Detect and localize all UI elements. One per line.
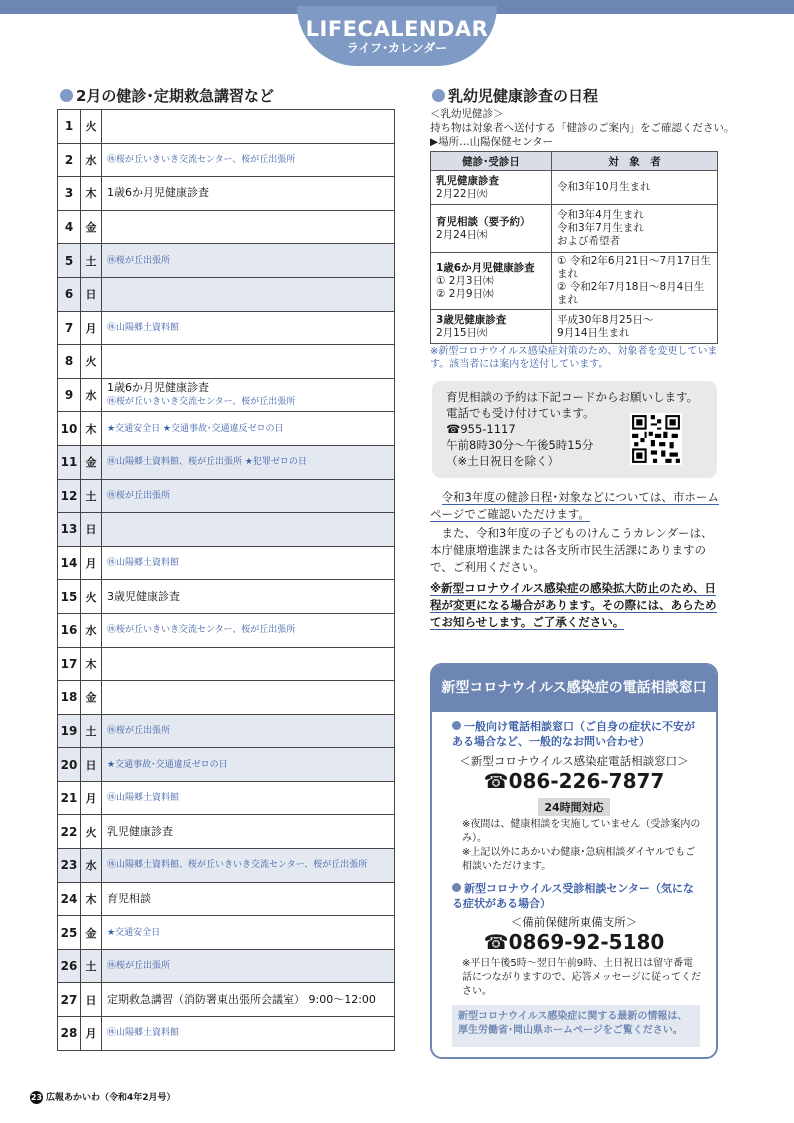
schedule-row <box>431 253 718 310</box>
event-text: ㊡桜が丘出張所 <box>107 255 171 266</box>
col-header-date: 健診･受診日 <box>431 152 552 171</box>
event-text: ㊡桜が丘出張所 <box>107 490 171 501</box>
day-number: 1 <box>58 110 81 143</box>
day-events <box>102 715 394 748</box>
weekday: 日 <box>81 278 102 311</box>
weekday: 水 <box>81 614 102 647</box>
cell-line: ① 令和2年6月21日～7月17日生まれ <box>557 255 712 280</box>
calendar-row <box>57 1017 395 1051</box>
day-events <box>102 345 394 378</box>
calendar-row <box>57 480 395 514</box>
calendar-row <box>57 950 395 984</box>
day-events <box>102 1017 394 1050</box>
cell-line: 9月14日生まれ <box>557 326 630 339</box>
weekday: 水 <box>81 379 102 412</box>
day-number: 14 <box>58 547 81 580</box>
event-text: 1歳6か月児健康診査 <box>107 186 209 200</box>
day-number: 19 <box>58 715 81 748</box>
tag-wrap <box>432 796 716 816</box>
weekday: 月 <box>81 1017 102 1050</box>
cell-line: 3歳児健康診査 <box>436 313 507 326</box>
event-text: ㊡山陽郷土資料館、桜が丘いきいき交流センター、桜が丘出張所 <box>107 860 368 871</box>
schedule-row <box>431 310 718 344</box>
event-text: 乳児健康診査 <box>107 824 173 838</box>
calendar-row <box>57 681 395 715</box>
latest-info-panel: 新型コロナウイルス感染症に関する最新の情報は、厚生労働省･岡山県ホームページをご覧ください。 <box>452 1005 700 1047</box>
day-events <box>102 815 394 848</box>
event-text: ★交通安全日 ★交通事故･交通違反ゼロの日 <box>107 423 284 434</box>
website-paragraph: 令和3年度の健診日程･対象などについては、市ホームページでご確認いただけます。 <box>430 490 719 521</box>
cell-line: 2月24日㈭ <box>436 228 488 241</box>
day-number: 26 <box>58 950 81 983</box>
infant-instructions: 持ち物は対象者へ送付する「健診のご案内」をご確認ください。 <box>430 122 735 134</box>
calendar-row <box>57 648 395 682</box>
day-events <box>102 446 394 479</box>
bullet-icon <box>452 721 461 730</box>
general-consult-bullet: 一般向け電話相談窓口（ご自身の症状に不安がある場合など、一般的なお問い合わせ） <box>452 720 695 748</box>
day-events <box>102 580 394 613</box>
checkup-date-cell <box>431 310 552 344</box>
day-number: 23 <box>58 849 81 882</box>
day-events <box>102 177 394 210</box>
weekday: 日 <box>81 513 102 546</box>
weekday: 金 <box>81 916 102 949</box>
calendar-row <box>57 177 395 211</box>
consult-center-name: ＜新型コロナウイルス感染症電話相談窓口＞ <box>459 754 689 768</box>
day-events <box>102 547 394 580</box>
weekday: 水 <box>81 849 102 882</box>
cell-line: 2月22日㈫ <box>436 187 488 200</box>
cell-line: 令和3年4月生まれ <box>557 209 644 221</box>
consult-line: 電話でも受け付けています。 <box>446 406 595 420</box>
weekday: 土 <box>81 715 102 748</box>
event-text: ★交通事故･交通違反ゼロの日 <box>107 759 228 770</box>
day-events <box>102 144 394 177</box>
day-number: 6 <box>58 278 81 311</box>
event-text: ㊡桜が丘出張所 <box>107 725 171 736</box>
page-number: 23 <box>30 1093 43 1102</box>
day-number: 5 <box>58 244 81 277</box>
day-number: 13 <box>58 513 81 546</box>
schedule-change-notice: ※新型コロナウイルス感染症の感染拡大防止のため、日程が変更になる場合があります。その際には、あらためてお知らせします。ご了承ください。 <box>430 581 717 629</box>
day-number: 8 <box>58 345 81 378</box>
day-events <box>102 883 394 916</box>
weekday: 土 <box>81 950 102 983</box>
weekday: 月 <box>81 312 102 345</box>
day-number: 2 <box>58 144 81 177</box>
calendar-row <box>57 211 395 245</box>
weekday: 金 <box>81 681 102 714</box>
bullet-icon <box>60 89 73 102</box>
day-number: 16 <box>58 614 81 647</box>
infant-location: ▶場所…山陽保健センター <box>430 136 554 148</box>
calendar-row <box>57 144 395 178</box>
day-number: 10 <box>58 412 81 445</box>
calendar-availability-paragraph: また、令和3年度の子どものけんこうカレンダーは、本庁健康増進課または各支所市民生活課にありますので、ご利用ください。 <box>430 526 713 574</box>
cell-line: 2月15日㈫ <box>436 326 488 339</box>
day-events <box>102 648 394 681</box>
day-events <box>102 278 394 311</box>
cell-line: 育児相談（要予約） <box>436 215 531 228</box>
consult-hours: 午前8時30分～午後5時15分 <box>446 438 594 452</box>
day-number: 28 <box>58 1017 81 1050</box>
calendar-row <box>57 345 395 379</box>
calendar-row <box>57 312 395 346</box>
schedule-row <box>431 205 718 253</box>
event-text: ㊡桜が丘出張所 <box>107 961 171 972</box>
cell-line: 乳児健康診査 <box>436 174 499 187</box>
day-events <box>102 211 394 244</box>
calendar-row <box>57 547 395 581</box>
after-hours-note: ※平日午後5時～翌日午前9時、土日祝日は留守番電話につながりますので、応答メッセージに従ってください。 <box>462 958 701 997</box>
qr-code-icon[interactable] <box>630 413 682 465</box>
infant-sub-heading: ＜乳幼児健診＞ <box>430 108 504 120</box>
day-events <box>102 614 394 647</box>
cell-line: および希望者 <box>557 235 620 247</box>
event-text: ㊡山陽郷土資料館 <box>107 1028 180 1039</box>
weekday: 月 <box>81 782 102 815</box>
weekday: 金 <box>81 446 102 479</box>
day-events <box>102 312 394 345</box>
event-text: ㊡桜が丘いきいき交流センター、桜が丘出張所 <box>107 397 296 408</box>
checkup-date-cell <box>431 205 552 253</box>
day-number: 21 <box>58 782 81 815</box>
weekday: 木 <box>81 412 102 445</box>
bullet-icon <box>452 883 461 892</box>
infant-checkup-heading: 乳幼児健康診査の日程 <box>432 85 598 106</box>
event-text: ㊡山陽郷土資料館 <box>107 793 180 804</box>
covid-phone-number[interactable]: ☎086-226-7877 <box>483 769 665 793</box>
day-number: 27 <box>58 983 81 1016</box>
event-text: 育児相談 <box>107 891 151 905</box>
calendar-row <box>57 446 395 480</box>
event-text: ㊡山陽郷土資料館 <box>107 558 180 569</box>
banner-subtitle: ライフ･カレンダー <box>346 41 448 55</box>
target-cell <box>552 310 718 344</box>
calendar-row <box>57 278 395 312</box>
day-events <box>102 379 394 412</box>
banner-title: LIFECALENDAR <box>305 17 489 41</box>
day-events <box>102 110 394 143</box>
day-number: 20 <box>58 748 81 781</box>
day-number: 7 <box>58 312 81 345</box>
day-events <box>102 412 394 445</box>
weekday: 火 <box>81 110 102 143</box>
event-text: 1歳6か月児健康診査 <box>107 381 209 395</box>
calendar-row <box>57 244 395 278</box>
weekday: 日 <box>81 983 102 1016</box>
day-events <box>102 748 394 781</box>
weekday: 木 <box>81 883 102 916</box>
day-events <box>102 983 394 1016</box>
calendar-row <box>57 715 395 749</box>
day-number: 3 <box>58 177 81 210</box>
calendar-row <box>57 748 395 782</box>
day-events <box>102 782 394 815</box>
calendar-row <box>57 782 395 816</box>
cell-line: ② 令和2年7月18日～8月4日生まれ <box>557 281 705 306</box>
weekday: 日 <box>81 748 102 781</box>
weekday: 火 <box>81 815 102 848</box>
consult-box <box>432 381 717 478</box>
covid-box-title: 新型コロナウイルス感染症の電話相談窓口 <box>432 665 716 712</box>
weekday: 土 <box>81 244 102 277</box>
day-events <box>102 916 394 949</box>
publication-name: 広報あかいわ（令和4年2月号） <box>46 1093 176 1103</box>
alt-dial-note: ※上記以外にあかいわ健康･急病相談ダイヤルでもご相談いただけます。 <box>462 847 696 872</box>
calendar-row <box>57 379 395 413</box>
infant-schedule-table <box>430 151 718 344</box>
consult-phone: ☎955-1117 <box>446 422 516 436</box>
calendar-heading: 2月の健診･定期救急講習など <box>60 85 274 106</box>
weekday: 木 <box>81 648 102 681</box>
day-number: 17 <box>58 648 81 681</box>
page-footer <box>30 1090 176 1104</box>
day-number: 9 <box>58 379 81 412</box>
consult-exception: （※土日祝日を除く） <box>446 454 560 468</box>
weekday: 月 <box>81 547 102 580</box>
day-events <box>102 849 394 882</box>
life-calendar-banner <box>297 6 497 66</box>
calendar-row <box>57 580 395 614</box>
calendar-row <box>57 614 395 648</box>
cell-line: ② 2月9日㈬ <box>436 287 494 300</box>
event-text: ㊡桜が丘いきいき交流センター、桜が丘出張所 <box>107 154 296 165</box>
cell-line: 平成30年8月25日～ <box>557 313 654 326</box>
health-center-phone[interactable]: ☎0869-92-5180 <box>483 930 665 954</box>
target-cell <box>552 205 718 253</box>
health-center-name: ＜備前保健所東備支所＞ <box>510 915 638 929</box>
24h-badge: 24時間対応 <box>538 798 609 816</box>
weekday: 土 <box>81 480 102 513</box>
weekday: 金 <box>81 211 102 244</box>
consult-line: 育児相談の予約は下記コードからお願いします。 <box>446 390 699 404</box>
event-text: 定期救急講習（消防署東出張所会議室） 9:00～12:00 <box>107 992 376 1006</box>
cell-line: ① 2月3日㈭ <box>436 274 494 287</box>
checkup-date-cell <box>431 253 552 310</box>
cell-line: 令和3年10月生まれ <box>557 181 651 193</box>
calendar-row <box>57 110 395 144</box>
event-text: ㊡山陽郷土資料館、桜が丘出張所 ★犯罪ゼロの日 <box>107 457 307 468</box>
col-header-target: 対 象 者 <box>552 152 718 171</box>
event-text: 3歳児健康診査 <box>107 589 180 603</box>
target-cell <box>552 253 718 310</box>
clinic-consult-bullet: 新型コロナウイルス受診相談センター（気になる症状がある場合） <box>452 882 694 910</box>
covid-consultation-box <box>430 663 718 1059</box>
calendar-row <box>57 412 395 446</box>
calendar-row <box>57 815 395 849</box>
target-cell <box>552 171 718 205</box>
bullet-icon <box>432 89 445 102</box>
schedule-row <box>431 171 718 205</box>
weekday: 木 <box>81 177 102 210</box>
calendar-row <box>57 513 395 547</box>
day-number: 24 <box>58 883 81 916</box>
covid-target-note: ※新型コロナウイルス感染症対策のため、対象者を変更しています。該当者には案内を送付しています。 <box>430 346 718 370</box>
weekday: 水 <box>81 144 102 177</box>
night-note: ※夜間は、健康相談を実施していません（受診案内のみ）。 <box>462 819 701 844</box>
day-number: 11 <box>58 446 81 479</box>
checkup-date-cell <box>431 171 552 205</box>
calendar-row <box>57 883 395 917</box>
day-events <box>102 480 394 513</box>
event-text: ㊡山陽郷土資料館 <box>107 322 180 333</box>
day-number: 15 <box>58 580 81 613</box>
event-text: ★交通安全日 <box>107 927 161 938</box>
day-events <box>102 950 394 983</box>
weekday: 火 <box>81 345 102 378</box>
event-text: ㊡桜が丘いきいき交流センター、桜が丘出張所 <box>107 625 296 636</box>
day-events <box>102 513 394 546</box>
day-number: 4 <box>58 211 81 244</box>
day-events <box>102 244 394 277</box>
calendar-row <box>57 916 395 950</box>
calendar-row <box>57 983 395 1017</box>
day-number: 25 <box>58 916 81 949</box>
cell-line: 令和3年7月生まれ <box>557 222 644 234</box>
day-number: 18 <box>58 681 81 714</box>
calendar-table <box>57 109 395 1051</box>
cell-line: 1歳6か月児健康診査 <box>436 261 535 274</box>
calendar-row <box>57 849 395 883</box>
day-number: 12 <box>58 480 81 513</box>
day-events <box>102 681 394 714</box>
weekday: 火 <box>81 580 102 613</box>
day-number: 22 <box>58 815 81 848</box>
